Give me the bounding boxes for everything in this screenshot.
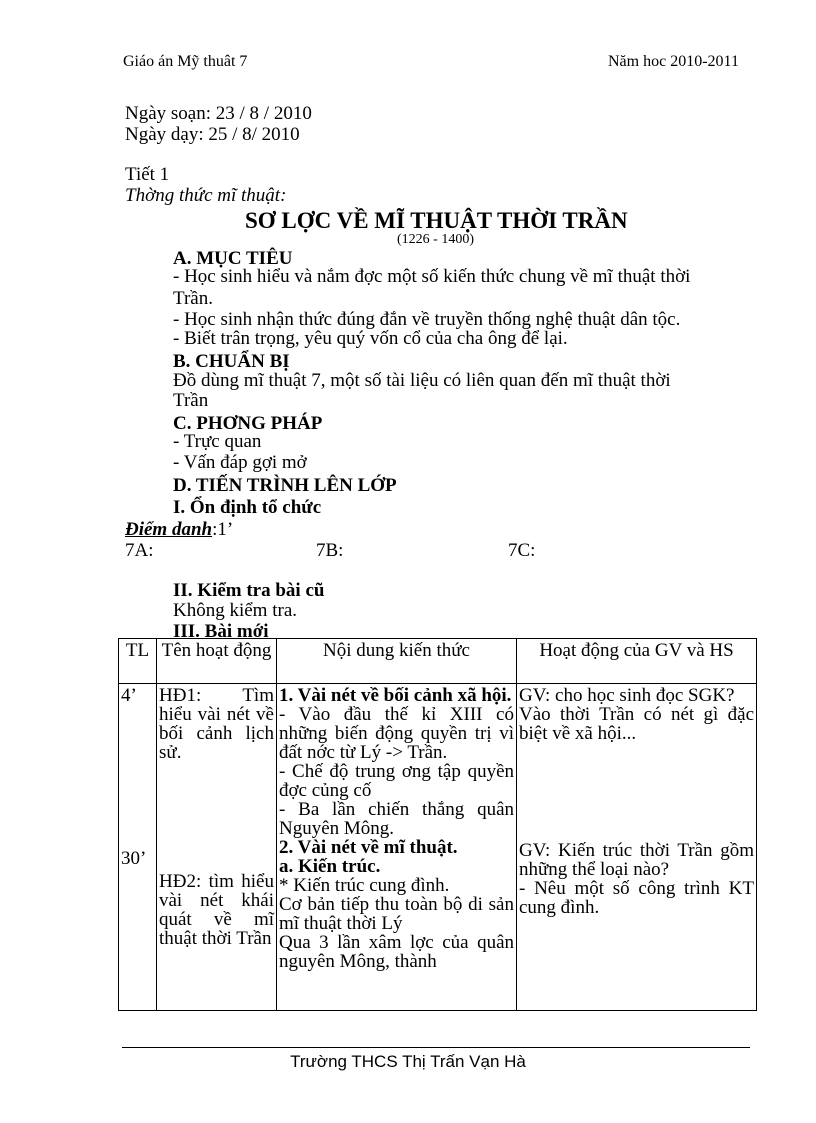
header-left: Giáo án Mỹ thuât 7	[123, 53, 248, 70]
table-header-row	[119, 639, 757, 684]
row2-time: 30’	[121, 848, 147, 869]
row2-content-heading: 2. Vài nét về mĩ thuật.	[279, 837, 458, 858]
section-c-item: - Vấn đáp gợi mở	[173, 452, 307, 473]
row1-content-heading: 1. Vài nét về bối cảnh xã hội.	[279, 685, 512, 706]
row2-content-item: Cơ bản tiếp thu toàn bộ di sản mĩ thuật thời Lý	[279, 894, 514, 934]
section-a-heading: A. MỤC TIÊU	[173, 248, 293, 269]
section-a-item: - Học sinh hiểu và nắm đợc một số kiến thức chung về mĩ thuật thời	[173, 266, 691, 287]
row2-content-item: * Kiến trúc cung đình.	[279, 875, 450, 896]
row2-content-subheading: a. Kiến trúc.	[279, 856, 381, 877]
row1-time: 4’	[121, 685, 137, 706]
section-c-heading: C. PHƠNG PHÁP	[173, 413, 323, 434]
table-cell-gv-hs	[517, 684, 757, 1011]
row2-content-item: Qua 3 lần xâm lợc của quân nguyên Mông, thành	[279, 932, 514, 972]
lesson-category: Thờng thức mĩ thuật:	[125, 185, 287, 206]
page-title: SƠ LỢC VỀ MĨ THUẬT THỜI TRẦN	[245, 208, 628, 233]
col-header-time: TL	[119, 639, 157, 684]
section-ii-text: Không kiểm tra.	[173, 600, 298, 621]
row2-activity: HĐ2: tìm hiểu vài nét khái quát về mĩ thuật thời Trần	[159, 871, 274, 949]
table-cell-activity	[157, 684, 277, 1011]
section-a-item: Trần.	[173, 288, 213, 309]
col-header-activity: Tên hoạt động	[157, 639, 277, 684]
section-iii-heading: III. Bài mới	[173, 621, 269, 642]
attendance-label: Điểm danh	[125, 519, 213, 540]
col-header-gv-hs: Hoạt động của GV và HS	[517, 639, 757, 684]
row1-gv-item: Vào thời Trần có nét gì đặc biệt về xã hội...	[519, 704, 754, 744]
lesson-table	[118, 638, 757, 1011]
section-a-item: - Biết trân trọng, yêu quý vốn cổ của cha ông để lại.	[173, 328, 568, 349]
footer-divider	[122, 1047, 750, 1048]
section-a-item: - Học sinh nhận thức đúng đắn về truyền thống nghệ thuật dân tộc.	[173, 309, 681, 330]
section-d-heading: D. TIẾN TRÌNH LÊN LỚP	[173, 475, 397, 496]
class-7b: 7B:	[316, 540, 344, 561]
page-footer: Trường THCS Thị Trấn Vạn Hà	[290, 1052, 526, 1071]
section-c-item: - Trực quan	[173, 431, 262, 452]
attendance-time: :1’	[212, 519, 234, 540]
section-i-heading: I. Ổn định tổ chức	[173, 497, 322, 518]
section-b-heading: B. CHUẨN BỊ	[173, 351, 290, 372]
section-b-item: Trần	[173, 390, 209, 411]
table-cell-time	[119, 684, 157, 1011]
date-soan: Ngày soạn: 23 / 8 / 2010	[125, 103, 312, 124]
header-right: Năm hoc 2010-2011	[608, 53, 739, 70]
attendance	[125, 520, 233, 540]
page-subtitle: (1226 - 1400)	[397, 232, 474, 247]
table-row	[119, 684, 757, 1011]
row1-activity: HĐ1: Tìm hiểu vài nét về bối cảnh lịch sử.	[159, 685, 274, 763]
table-cell-content	[277, 684, 517, 1011]
row2-gv-item: - Nêu một số công trình KT cung đình.	[519, 878, 754, 918]
class-7c: 7C:	[508, 540, 536, 561]
section-ii-heading: II. Kiểm tra bài cũ	[173, 580, 325, 601]
lesson-number: Tiết 1	[125, 164, 170, 185]
section-b-item: Đồ dùng mĩ thuật 7, một số tài liệu có liên quan đến mĩ thuật thời	[173, 370, 671, 391]
row1-gv-item: GV: cho học sinh đọc SGK?	[519, 685, 735, 706]
class-7a: 7A:	[125, 540, 154, 561]
date-day: Ngày dạy: 25 / 8/ 2010	[125, 124, 300, 145]
row1-content-item: - Vào đầu thế kỉ XIII có những biến động quyền trị vì đất nớc từ Lý -> Trần.	[279, 704, 514, 763]
row1-content-item: - Chế độ trung ơng tập quyền đợc củng cố	[279, 761, 514, 801]
row1-content-item: - Ba lần chiến thắng quân Nguyên Mông.	[279, 799, 514, 839]
col-header-content: Nội dung kiến thức	[277, 639, 517, 684]
row2-gv-item: GV: Kiến trúc thời Trần gồm những thể loại nào?	[519, 840, 754, 880]
